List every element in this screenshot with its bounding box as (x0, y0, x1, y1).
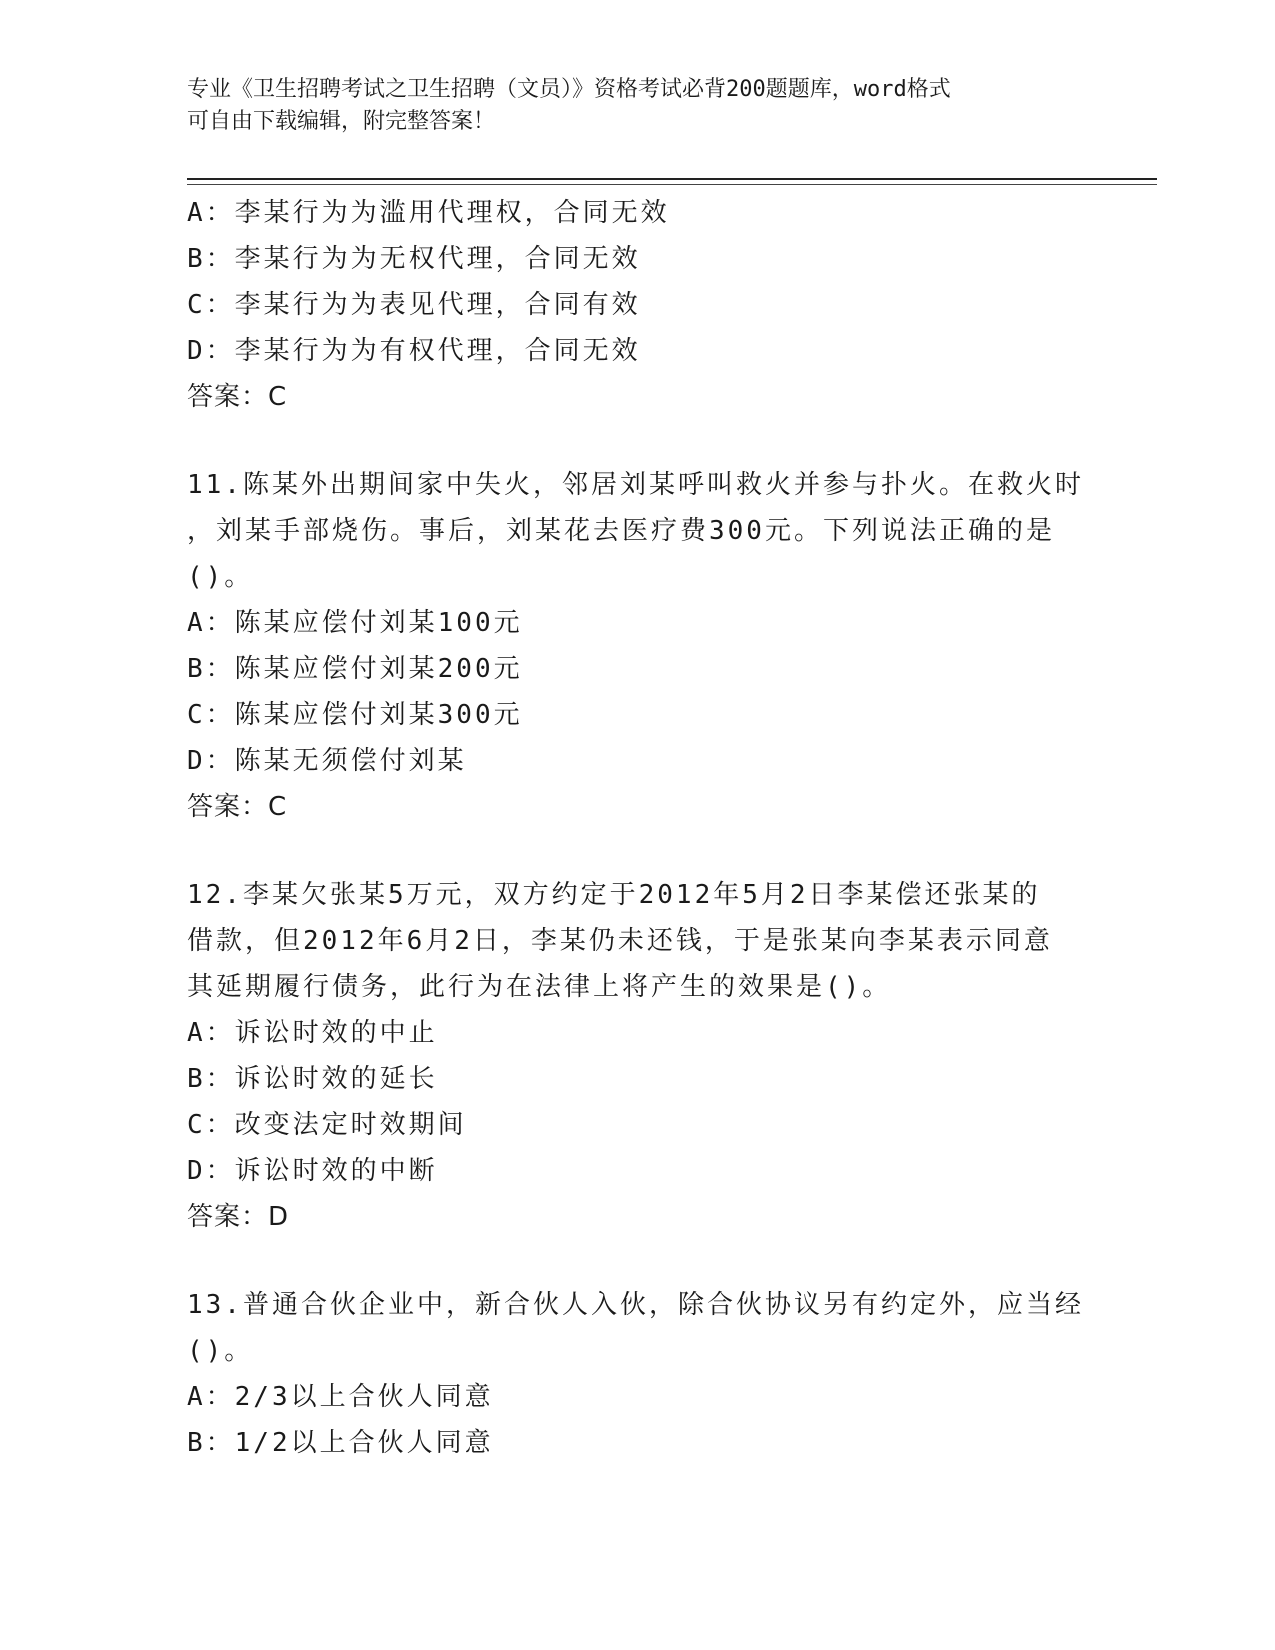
option-a: A：李某行为为滥用代理权，合同无效 (187, 198, 670, 228)
header-title-line-2: 可自由下载编辑，附完整答案！ (187, 109, 496, 134)
option-d: D：诉讼时效的中断 (187, 1156, 438, 1186)
option-a: A：诉讼时效的中止 (187, 1018, 438, 1048)
question-stem-line: 借款，但2012年6月2日，李某仍未还钱，于是张某向李某表示同意 (187, 926, 1053, 956)
answer-line: 答案：C (187, 382, 288, 412)
answer-line: 答案：D (187, 1202, 290, 1232)
question-stem-line: ，刘某手部烧伤。事后，刘某花去医疗费300元。下列说法正确的是 (187, 516, 1055, 546)
option-d: D：陈某无须偿付刘某 (187, 746, 467, 776)
document-header (187, 74, 1087, 138)
option-b: B：诉讼时效的延长 (187, 1064, 438, 1094)
question-list (187, 190, 1087, 1466)
question-stem-line: 其延期履行债务，此行为在法律上将产生的效果是()。 (187, 972, 892, 1002)
header-divider-thin (187, 184, 1157, 185)
option-d: D：李某行为为有权代理，合同无效 (187, 336, 641, 366)
option-b: B：1/2以上合伙人同意 (187, 1428, 494, 1458)
question-stem-line: 13.普通合伙企业中，新合伙人入伙，除合伙协议另有约定外，应当经 (187, 1290, 1084, 1320)
option-b: B：李某行为为无权代理，合同无效 (187, 244, 641, 274)
option-c: C：李某行为为表见代理，合同有效 (187, 290, 641, 320)
question-13 (187, 1282, 1087, 1466)
option-a: A：2/3以上合伙人同意 (187, 1382, 494, 1412)
option-c: C：改变法定时效期间 (187, 1110, 467, 1140)
answer-line: 答案：C (187, 792, 288, 822)
option-c: C：陈某应偿付刘某300元 (187, 700, 523, 730)
question-10 (187, 190, 1087, 420)
header-title-line-1: 专业《卫生招聘考试之卫生招聘（文员）》资格考试必背200题题库，word格式 (187, 77, 951, 102)
question-11 (187, 462, 1087, 830)
question-12 (187, 872, 1087, 1240)
question-stem-line: 11.陈某外出期间家中失火，邻居刘某呼叫救火并参与扑火。在救火时 (187, 470, 1084, 500)
question-stem-line: 12.李某欠张某5万元，双方约定于2012年5月2日李某偿还张某的 (187, 880, 1041, 910)
question-stem-line: ()。 (187, 1336, 254, 1366)
question-stem-line: ()。 (187, 562, 254, 592)
option-b: B：陈某应偿付刘某200元 (187, 654, 523, 684)
header-divider-thick (187, 178, 1157, 180)
option-a: A：陈某应偿付刘某100元 (187, 608, 523, 638)
